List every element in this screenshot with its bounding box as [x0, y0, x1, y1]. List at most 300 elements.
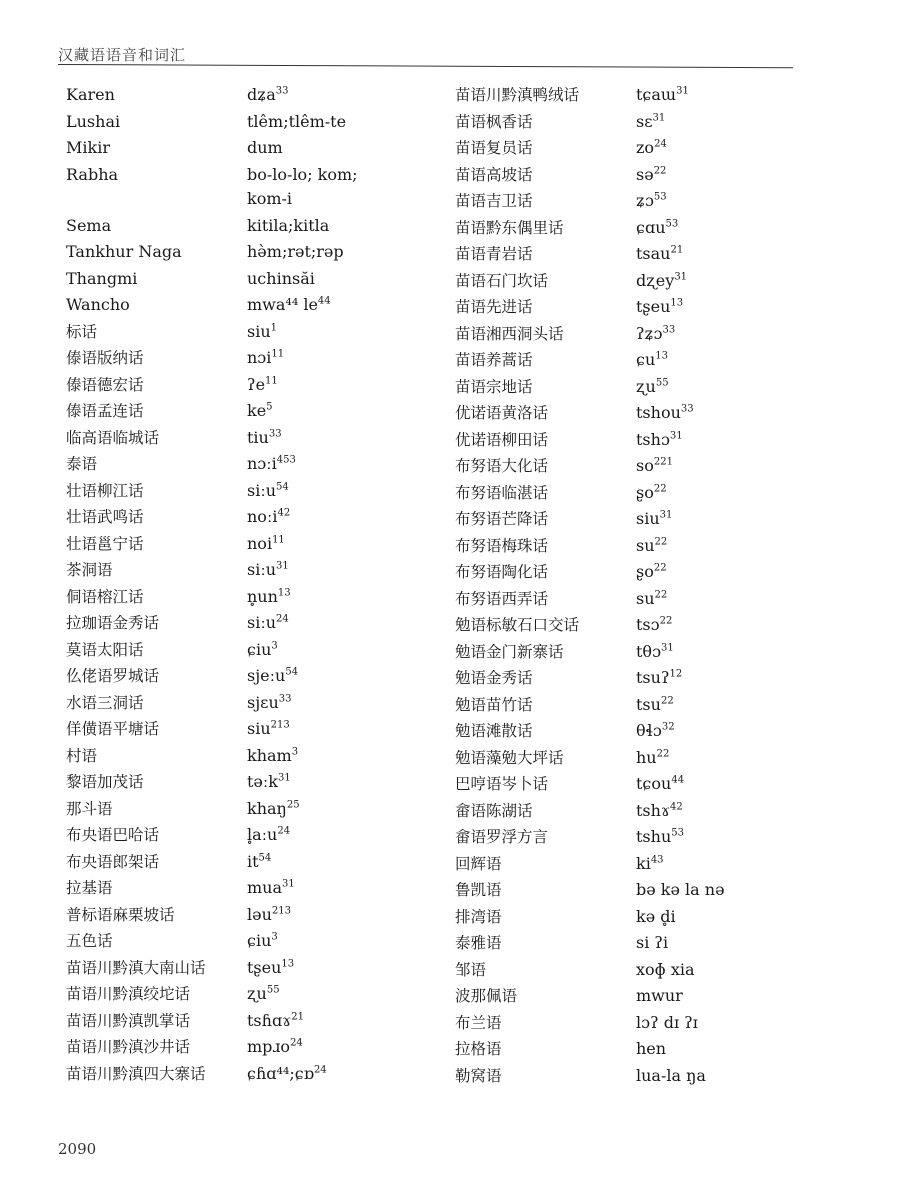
language-name: 苗语川黔滇四大寨话 [66, 1064, 206, 1083]
form-text: siːu [247, 560, 277, 579]
entry-row [66, 902, 446, 929]
entry-row [455, 877, 835, 904]
language-name: 拉珈语金秀话 [66, 614, 160, 632]
language-name: 苗语宗地话 [455, 377, 533, 396]
form-text: tsu [636, 694, 661, 714]
entry-row [66, 1008, 446, 1035]
tone-superscript: 213 [271, 905, 291, 917]
entry-row [66, 372, 446, 399]
word-form [247, 557, 289, 584]
language-name: 苗语养蒿话 [455, 351, 533, 369]
entry-row [66, 162, 446, 189]
entry-row [455, 798, 835, 825]
tone-superscript: 12 [669, 668, 683, 680]
form-text: bə kə la nə [636, 880, 725, 899]
entry-row [66, 769, 446, 796]
tone-superscript: 42 [277, 507, 291, 519]
form-text: siu [247, 321, 271, 341]
word-form [636, 480, 667, 507]
tone-superscript: 33 [662, 324, 676, 336]
entry-row [455, 268, 835, 295]
page-number: 2090 [58, 1140, 97, 1158]
entry-row [66, 1034, 446, 1061]
form-text: dum [247, 138, 283, 157]
language-name: 那斗语 [66, 799, 113, 818]
entry-row [455, 188, 835, 215]
language-name: 苗语复员话 [455, 139, 533, 157]
word-form [636, 215, 678, 242]
word-form [247, 82, 288, 109]
entry-row [66, 292, 446, 319]
entry-row [66, 345, 446, 372]
tone-superscript: 3 [271, 640, 278, 652]
entry-row [66, 186, 446, 213]
tone-superscript: 53 [671, 827, 684, 839]
word-form [247, 162, 358, 189]
language-name: 苗语川黔滇绞坨话 [66, 985, 191, 1003]
form-text: kom-i [247, 189, 293, 208]
language-name: 村语 [66, 746, 98, 765]
form-text: ɕɦɑ⁴⁴;ɕɒ [247, 1063, 314, 1083]
form-text: tʂeu [247, 957, 282, 977]
word-form [636, 533, 667, 560]
tone-superscript: 3 [271, 931, 278, 943]
entry-row [455, 347, 835, 374]
word-form [636, 983, 683, 1010]
language-name: 侗语榕江话 [66, 587, 144, 606]
form-text: ʐu [247, 984, 267, 1003]
entry-row [455, 745, 835, 772]
language-name: 苗语湘西洞头话 [455, 324, 564, 343]
tone-superscript: 31 [276, 560, 289, 572]
language-name: 回辉语 [455, 854, 502, 873]
language-name: 勉语苗竹话 [455, 695, 533, 714]
word-form [247, 663, 298, 690]
word-form [247, 743, 298, 770]
word-form [247, 425, 282, 452]
form-text: ʔʑɔ [636, 323, 663, 343]
language-name: 壮语柳江话 [66, 481, 144, 500]
entry-row [66, 398, 446, 425]
tone-superscript: 33 [278, 693, 292, 705]
form-text: xoɸ xia [636, 959, 695, 979]
language-name: 苗语黔东偶里话 [455, 218, 564, 237]
form-text: mwa⁴⁴ le [247, 295, 318, 314]
word-form [636, 321, 675, 348]
form-text: ʐu [636, 376, 656, 396]
form-text: θɬɔ [636, 721, 662, 740]
tone-superscript: 22 [660, 695, 674, 707]
form-text: ɕiu [247, 639, 272, 659]
word-form [247, 822, 290, 849]
language-name: 排湾语 [455, 907, 502, 926]
word-form [247, 135, 283, 162]
tone-superscript: 31 [676, 85, 689, 97]
form-text: noi [247, 533, 273, 553]
language-name: 布努语大化话 [455, 457, 549, 475]
tone-superscript: 53 [665, 218, 679, 230]
language-name: 勉语藻勉大坪话 [455, 748, 564, 767]
form-text: kham [247, 745, 292, 765]
tone-superscript: 31 [659, 509, 673, 521]
entry-row [455, 215, 835, 242]
word-form [247, 849, 271, 876]
language-name: 壮语邕宁话 [66, 534, 144, 553]
language-name: 莫语太阳话 [66, 640, 144, 659]
form-text: siu [636, 509, 660, 528]
entry-row [455, 771, 835, 798]
tone-superscript: 42 [669, 801, 683, 813]
tone-superscript: 453 [276, 454, 296, 466]
entry-row [455, 1063, 835, 1090]
entry-row [66, 584, 446, 611]
word-form [636, 665, 682, 692]
entry-row [66, 478, 446, 505]
entry-row [66, 319, 446, 346]
form-text: ke [247, 401, 267, 420]
language-name: Karen [66, 85, 115, 104]
language-name: 畲语罗浮方言 [455, 828, 549, 846]
word-form [247, 796, 300, 823]
word-form [247, 319, 277, 346]
entry-row [455, 559, 835, 586]
form-text: ɕɑu [636, 217, 666, 237]
tone-superscript: 24 [313, 1064, 327, 1076]
form-text: ʂo [636, 562, 654, 581]
language-name: 苗语枫香话 [455, 112, 533, 131]
word-form [636, 188, 667, 215]
word-form [247, 955, 294, 982]
tone-superscript: 221 [653, 456, 673, 468]
language-name: 勉语金秀话 [455, 669, 533, 687]
tone-superscript: 22 [659, 615, 673, 627]
entry-row [455, 162, 835, 189]
tone-superscript: 31 [674, 271, 688, 283]
word-form [636, 294, 683, 321]
form-text: tsɔ [636, 615, 660, 634]
language-name: 临高语临城话 [66, 428, 160, 447]
form-text: noːi [247, 507, 278, 526]
word-form [636, 1010, 698, 1037]
tone-superscript: 31 [652, 112, 666, 124]
form-text: zo [636, 138, 655, 157]
word-form [636, 771, 684, 798]
form-text: siːu [247, 480, 277, 500]
tone-superscript: 53 [653, 191, 667, 203]
form-text: tshu [636, 827, 672, 846]
form-text: n̥un [247, 586, 278, 606]
form-text: hen [636, 1039, 667, 1058]
word-form [636, 1036, 666, 1063]
language-name: 苗语川黔滇凯掌话 [66, 1011, 191, 1030]
language-name: Sema [66, 215, 112, 235]
language-name: 优诺语黄洛话 [455, 404, 549, 422]
entry-row [66, 822, 446, 849]
form-text: bo-lo-lo; kom; [247, 164, 358, 184]
form-text: tshou [636, 403, 681, 422]
language-name: Lushai [66, 111, 121, 131]
word-form [636, 798, 683, 825]
tone-superscript: 22 [654, 536, 668, 548]
language-name: Mikir [66, 138, 110, 157]
language-name: 傣语德宏话 [66, 375, 144, 394]
language-name: 布央语郎架话 [66, 852, 160, 871]
word-form [636, 427, 683, 454]
word-form [247, 1034, 303, 1061]
form-text: nɔi [247, 348, 272, 367]
form-text: mua [247, 878, 283, 897]
word-form [636, 559, 667, 586]
language-name: 勉语金门新寨话 [455, 642, 564, 661]
tone-superscript: 21 [670, 244, 684, 256]
entry-row [66, 849, 446, 876]
tone-superscript: 11 [272, 534, 285, 546]
header-rule [58, 64, 793, 68]
tone-superscript: 31 [669, 430, 683, 442]
language-name: 布努语临湛话 [455, 483, 549, 502]
entry-row [455, 533, 835, 560]
form-text: tsuʔ [636, 668, 670, 687]
language-name: 布努语梅珠话 [455, 536, 549, 555]
language-name: 勉语滩散话 [455, 722, 533, 740]
entry-row [455, 612, 835, 639]
left-column [66, 82, 446, 1087]
tone-superscript: 33 [268, 428, 282, 440]
form-text: mwur [636, 986, 683, 1005]
language-name: 佯僙语平塘话 [66, 720, 160, 738]
language-name: 鲁凯语 [455, 881, 502, 899]
language-name: 标话 [66, 322, 98, 341]
tone-superscript: 24 [277, 825, 291, 837]
entry-row [455, 1010, 835, 1037]
tone-superscript: 32 [661, 721, 675, 733]
entry-row [455, 983, 835, 1010]
entry-row [66, 213, 446, 240]
form-text: ɕiu [247, 931, 272, 950]
entry-row [66, 981, 446, 1008]
entry-row [455, 824, 835, 851]
entry-row [455, 82, 835, 109]
form-text: si ʔi [636, 933, 669, 952]
form-text: kitila;kitla [247, 215, 330, 235]
word-form [247, 902, 291, 929]
entry-row [455, 904, 835, 931]
entry-row [455, 506, 835, 533]
language-name: 勉语标敏石口交话 [455, 616, 580, 634]
form-text: it [247, 851, 259, 871]
entry-row [66, 82, 446, 109]
word-form [247, 478, 289, 505]
language-name: 优诺语柳田话 [455, 430, 549, 449]
word-form [636, 82, 689, 109]
language-name: 布努语西弄话 [455, 589, 549, 608]
language-name: 普标语麻栗坡话 [66, 905, 175, 924]
right-column [455, 82, 835, 1089]
form-text: ɕu [636, 350, 656, 369]
word-form [247, 928, 278, 955]
language-name: 傣语孟连话 [66, 402, 144, 420]
word-form [636, 745, 669, 772]
form-text: tθɔ [636, 641, 662, 661]
entry-row [455, 718, 835, 745]
entry-row [66, 451, 446, 478]
tone-superscript: 44 [317, 295, 331, 307]
word-form [247, 981, 280, 1008]
word-form [636, 400, 694, 427]
form-text: kə d̥i [636, 906, 676, 926]
form-text: hə̀m;rət;rəp [247, 242, 344, 261]
word-form [636, 347, 668, 374]
form-text: tɕaɯ [636, 85, 677, 104]
entry-row [66, 1061, 446, 1088]
language-name: 黎语加茂话 [66, 773, 144, 791]
word-form [247, 610, 289, 637]
form-text: tsau [636, 244, 671, 263]
language-name: 泰语 [66, 455, 98, 473]
tone-superscript: 54 [285, 666, 299, 678]
word-form [636, 904, 676, 931]
language-name: 布兰语 [455, 1013, 502, 1032]
language-name: 布央语巴哈话 [66, 826, 160, 844]
language-name: 邹语 [455, 960, 487, 979]
word-form [247, 372, 278, 399]
word-form [247, 239, 344, 266]
word-form [636, 162, 666, 189]
word-form [636, 877, 725, 904]
tone-superscript: 13 [655, 350, 668, 362]
word-form [636, 639, 674, 666]
form-text: tiu [247, 427, 269, 447]
word-form [247, 716, 290, 743]
language-name: 傣语版纳话 [66, 349, 144, 367]
language-name: 苗语川黔滇鸭绒话 [455, 86, 580, 104]
word-form [636, 718, 675, 745]
word-form [247, 266, 315, 293]
form-text: lua-la ŋa [636, 1065, 706, 1085]
entry-row [455, 930, 835, 957]
entry-row [66, 928, 446, 955]
tone-superscript: 24 [276, 613, 289, 625]
form-text: su [636, 588, 655, 608]
tone-superscript: 22 [653, 165, 667, 177]
entry-row [455, 109, 835, 136]
entry-row [66, 557, 446, 584]
language-name: 苗语高坡话 [455, 165, 533, 184]
word-form [636, 1063, 706, 1090]
language-name: 布努语芒降话 [455, 510, 549, 528]
word-form [636, 268, 687, 295]
word-form [636, 374, 669, 401]
language-name: 畲语陈湖话 [455, 801, 533, 820]
entry-row [455, 453, 835, 480]
tone-superscript: 33 [275, 85, 289, 97]
tone-superscript: 13 [277, 587, 291, 599]
word-form [636, 586, 667, 613]
word-form [636, 692, 674, 719]
form-text: nɔːi [247, 454, 277, 473]
tone-superscript: 55 [266, 984, 280, 996]
form-text: ʑɔ [636, 191, 654, 210]
entry-row [455, 1036, 835, 1063]
entry-row [455, 480, 835, 507]
word-form [247, 584, 291, 611]
entry-row [66, 109, 446, 136]
form-text: tɕou [636, 774, 672, 793]
language-name: Rabha [66, 164, 119, 184]
entry-row [455, 957, 835, 984]
tone-superscript: 54 [258, 852, 272, 864]
form-text: l̥aːu [247, 825, 278, 844]
form-text: hu [636, 747, 657, 767]
form-text: sɛ [636, 111, 653, 131]
tone-superscript: 31 [277, 772, 291, 784]
entry-row [455, 241, 835, 268]
entry-row [66, 531, 446, 558]
form-text: tʂeu [636, 297, 671, 316]
form-text: tsɦɑɤ [247, 1010, 292, 1030]
word-form [636, 135, 667, 162]
tone-superscript: 1 [270, 322, 278, 334]
language-name: 仫佬语罗城话 [66, 667, 160, 685]
tone-superscript: 13 [670, 297, 684, 309]
word-form [247, 292, 331, 319]
form-text: sjeːu [247, 666, 286, 685]
form-text: siːu [247, 613, 277, 632]
word-form [247, 690, 292, 717]
word-form [247, 531, 285, 558]
word-form [636, 930, 668, 957]
language-name: 苗语先进话 [455, 298, 533, 316]
entry-row [66, 716, 446, 743]
form-text: lɔʔ dɪ ʔɪ [636, 1012, 698, 1032]
language-name: 苗语青岩话 [455, 245, 533, 263]
entry-row [455, 665, 835, 692]
form-text: uchinsăi [247, 268, 315, 288]
entry-row [66, 875, 446, 902]
language-name: 布努语陶化话 [455, 563, 549, 581]
form-text: təːk [247, 772, 278, 791]
entry-row [455, 321, 835, 348]
entry-row [455, 692, 835, 719]
language-name: 水语三洞话 [66, 693, 144, 712]
entry-row [66, 743, 446, 770]
entry-row [66, 504, 446, 531]
word-form [247, 451, 296, 478]
word-form [247, 186, 292, 213]
entry-row [66, 690, 446, 717]
language-name: 拉基语 [66, 879, 113, 897]
entry-row [66, 637, 446, 664]
entry-row [66, 663, 446, 690]
tone-superscript: 5 [266, 401, 273, 413]
tone-superscript: 22 [653, 562, 667, 574]
tone-superscript: 13 [281, 958, 295, 970]
entry-row [66, 796, 446, 823]
form-text: ʔe [247, 374, 266, 394]
word-form [247, 398, 273, 425]
tone-superscript: 11 [271, 348, 285, 360]
word-form [247, 875, 295, 902]
entry-row [455, 427, 835, 454]
word-form [247, 769, 291, 796]
word-form [247, 1008, 304, 1035]
tone-superscript: 11 [265, 375, 278, 387]
entry-row [66, 135, 446, 162]
word-form [636, 241, 683, 268]
tone-superscript: 22 [656, 748, 670, 760]
form-text: ʂo [636, 482, 654, 502]
tone-superscript: 213 [270, 719, 290, 731]
